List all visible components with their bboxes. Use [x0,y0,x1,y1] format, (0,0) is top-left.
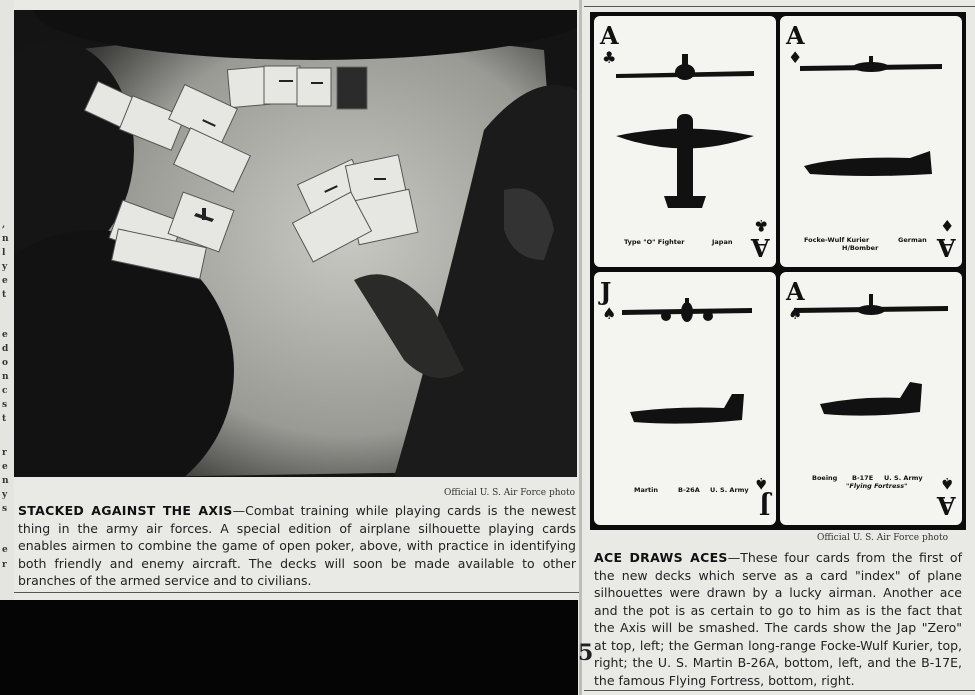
fragment-char: n [2,234,9,244]
plane-name: Focke-Wulf Kurier [804,236,870,244]
card-rank: A [786,277,805,306]
plane-nation: U. S. Army [884,474,923,482]
plane-model: B-17E [852,474,874,482]
fragment-char: r [2,448,7,458]
fragment-char: , [2,220,6,230]
spade-suit-icon: ♠ [602,304,617,323]
fragment-char: y [2,262,8,272]
card-rank: J [600,277,612,306]
diamond-suit-icon: ♦ [788,48,803,67]
card-rank: A [751,233,770,262]
fragment-char: n [2,476,9,486]
zero-silhouette [594,16,776,267]
plane-role: H/Bomber [842,244,879,252]
gutter-mark: 5 [578,640,594,666]
spade-suit-icon: ♠ [939,474,954,493]
poker-game-photo [14,10,577,477]
photo-credit: Official U. S. Air Force photo [444,488,575,498]
fragment-char: r [2,560,7,570]
plane-maker: Martin [634,486,659,494]
fragment-char: s [2,504,8,514]
diamond-suit-icon: ♦ [939,216,954,235]
spade-suit-icon: ♠ [753,474,768,493]
fragment-char: e [2,330,8,340]
photo-caption [594,549,962,689]
fragment-char: e [2,276,8,286]
caption-body: —Combat training while playing cards is the newest thing in the army air forces. A special edition of airplane silhouette playing cards enables airmen to combine the game of open poker, above, with practice in identifying both friendly and enemy aircraft. The decks will soon be made available to other branches of the armed service and to civilians. [18,503,576,588]
column-divider [579,0,582,695]
spade-suit-icon: ♠ [788,304,803,323]
caption-headline: STACKED AGAINST THE AXIS [18,503,233,518]
plane-name: Type "O" Fighter [624,238,685,246]
card-ace-clubs [594,16,776,267]
card-rank: A [600,21,619,50]
card-ace-spades [780,272,962,525]
fragment-char: t [2,290,7,300]
plane-nickname: "Flying Fortress" [846,482,908,490]
blank-black-block [0,600,578,695]
plane-maker: Boeing [812,474,838,482]
fragment-char: y [2,490,8,500]
plane-nation: U. S. Army [710,486,749,494]
club-suit-icon: ♣ [602,48,617,67]
fragment-char: o [2,358,9,368]
caption-headline: ACE DRAWS ACES [594,550,728,565]
focke-wulf-silhouette [780,16,962,267]
plane-model: B-26A [678,486,700,494]
caption-body: —These four cards from the first of the new decks which serve as a card "index" of plane silhouettes were drawn by a lucky airman. Another ace and the pot is as certain to go to him as is the fact that the Axis will be smashed. The cards show the Jap "Zero" at top, left; the German long-range Focke-Wulf Kurier, top, right; the U. S. Martin B-26A, bottom, left, and the B-17E, the famous Flying Fortress, bottom, right. [594,550,962,688]
photo-caption [18,502,576,590]
club-suit-icon: ♣ [753,216,768,235]
card-rank: A [786,21,805,50]
adjacent-column-fragment [0,0,14,600]
card-rank: J [758,491,770,520]
fragment-char: l [2,248,6,258]
photo-credit: Official U. S. Air Force photo [817,533,948,543]
divider-rule [14,592,580,593]
card-rank: A [937,233,956,262]
fragment-char: d [2,344,9,354]
card-ace-diamonds [780,16,962,267]
fragment-char: t [2,414,7,424]
fragment-char: e [2,462,8,472]
card-jack-spades [594,272,776,525]
divider-rule [584,690,975,691]
plane-nation: German [898,236,927,244]
fragment-char: e [2,545,8,555]
card-rank: A [937,491,956,520]
fragment-char: n [2,372,9,382]
playing-cards-photo [590,12,966,530]
fragment-char: s [2,400,8,410]
poker-scene-illustration [14,10,577,477]
divider-rule [584,6,975,7]
plane-nation: Japan [712,238,733,246]
fragment-char: c [2,386,8,396]
